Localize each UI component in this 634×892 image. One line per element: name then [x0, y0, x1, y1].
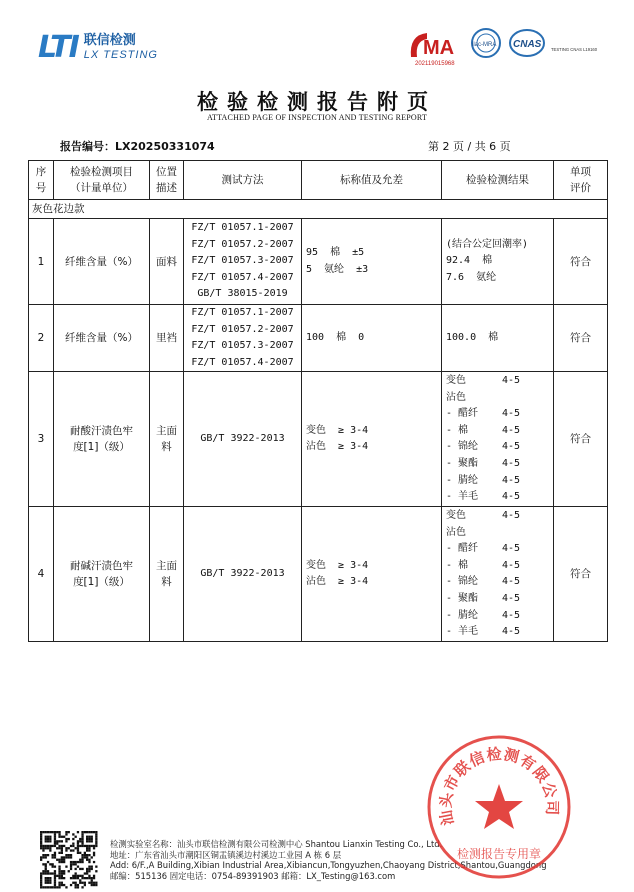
cma-logo — [405, 27, 465, 67]
header-standard: 标称值及允差 — [302, 161, 442, 200]
result-grade: 4-5 — [502, 510, 521, 521]
result-grade: 4-5 — [502, 408, 521, 420]
page-title: 检验检测报告附页 — [197, 89, 437, 114]
footer-contact: 邮编：515136 固定电话：0754-89391903 邮箱：LX_Testing@163.com — [110, 870, 396, 881]
header-item: 检验检测项目 （计量单位） — [54, 161, 150, 200]
result-line — [446, 439, 553, 456]
row-method: GB/T 3922-2013 — [184, 372, 302, 507]
row-evaluation: 符合 — [554, 305, 608, 372]
result-grade: 4-5 — [502, 592, 521, 604]
result-label: - 棉 — [446, 559, 469, 571]
row-result — [442, 507, 554, 642]
result-grade: 4-5 — [502, 474, 521, 486]
row-item: 耐酸汗渍色牢 度[1]（级） — [54, 372, 150, 507]
result-line — [446, 591, 553, 608]
footer-address-en: Add: 6/F.,A Building,Xibian Industrial Area,Xibiancun,Tongyuzhen,Chaoyang District,Shantou,Guangdong — [110, 860, 547, 871]
lx-logo-en: LX TESTING — [83, 48, 158, 61]
svg-text:TESTING CNAS L19160: TESTING CNAS L19160 — [551, 47, 598, 52]
result-line — [446, 489, 553, 506]
result-grade — [502, 525, 542, 542]
result-label: 变色 — [446, 375, 466, 386]
row-position: 面料 — [150, 219, 184, 305]
row-seq: 3 — [29, 372, 54, 507]
row-seq: 2 — [29, 305, 54, 372]
result-line — [446, 406, 553, 423]
header-evaluation: 单项 评价 — [554, 161, 608, 200]
page-info: 第 2 页 / 共 6 页 — [428, 140, 511, 153]
row-item: 纤维含量（%） — [54, 305, 150, 372]
result-grade: 4-5 — [502, 491, 521, 503]
result-grade — [502, 390, 542, 407]
section-title: 灰色花边款 — [29, 200, 608, 219]
result-grade: 4-5 — [502, 543, 521, 555]
svg-text:ilac-MRA: ilac-MRA — [472, 42, 497, 48]
results-table — [28, 160, 608, 642]
report-number: 报告编号：LX20250331074 — [60, 140, 215, 153]
result-line — [446, 574, 553, 591]
svg-text:检测报告专用章: 检测报告专用章 — [456, 847, 542, 861]
result-label: 沾色 — [446, 526, 466, 538]
lx-logo-mark: LTI — [38, 30, 78, 65]
row-item: 耐碱汗渍色牢 度[1]（级） — [54, 507, 150, 642]
footer-address-cn: 地址：广东省汕头市潮阳区铜盂镇溪边村溪边工业园 A 栋 6 层 — [110, 849, 342, 860]
result-line — [446, 390, 553, 407]
header-position: 位置 描述 — [150, 161, 184, 200]
row-evaluation: 符合 — [554, 507, 608, 642]
page-subtitle: ATTACHED PAGE OF INSPECTION AND TESTING REPORT — [206, 113, 428, 122]
result-line — [446, 473, 553, 490]
result-grade: 4-5 — [502, 375, 521, 386]
row-seq: 1 — [29, 219, 54, 305]
result-line — [446, 525, 553, 542]
header-method: 测试方法 — [184, 161, 302, 200]
row-seq: 4 — [29, 507, 54, 642]
row-result: 100.0 棉 — [442, 305, 554, 372]
result-grade: 4-5 — [502, 559, 521, 571]
result-label: - 腈纶 — [446, 609, 479, 621]
header-seq: 序 号 — [29, 161, 54, 200]
row-position: 主面 料 — [150, 507, 184, 642]
row-position: 里裆 — [150, 305, 184, 372]
row-method: GB/T 3922-2013 — [184, 507, 302, 642]
cnas-logo — [507, 27, 598, 63]
row-evaluation: 符合 — [554, 372, 608, 507]
result-line — [446, 373, 553, 390]
table-header-row — [29, 161, 608, 200]
qr-code-icon — [40, 831, 102, 889]
result-label: - 聚酯 — [446, 457, 479, 469]
lx-logo — [38, 30, 158, 65]
table-row — [29, 305, 608, 372]
result-line — [446, 456, 553, 473]
result-label: 沾色 — [446, 391, 466, 403]
result-grade: 4-5 — [502, 457, 521, 469]
result-line — [446, 508, 553, 525]
result-label: - 锦纶 — [446, 441, 479, 453]
result-grade: 4-5 — [502, 441, 521, 453]
row-method: FZ/T 01057.1-2007 FZ/T 01057.2-2007 FZ/T 01057.3-2007 FZ/T 01057.4-2007 GB/T 38015-2019 — [184, 219, 302, 305]
result-label: - 醋纤 — [446, 408, 479, 420]
result-label: - 棉 — [446, 424, 469, 436]
svg-text:MA: MA — [423, 37, 455, 59]
footer-lab-name: 检测实验室名称：汕头市联信检测有限公司检测中心 Shantou Lianxin Testing Co., Ltd. — [110, 839, 443, 849]
svg-text:汕头市联信检测有限公司: 汕头市联信检测有限公司 — [436, 744, 562, 827]
row-position: 主面 料 — [150, 372, 184, 507]
result-label: - 腈纶 — [446, 474, 479, 486]
svg-text:CNAS: CNAS — [513, 39, 542, 50]
result-line — [446, 541, 553, 558]
row-standard: 100 棉 0 — [302, 305, 442, 372]
svg-text:202119015968: 202119015968 — [415, 61, 455, 67]
result-label: - 羊毛 — [446, 491, 479, 503]
result-label: - 锦纶 — [446, 576, 479, 588]
result-grade: 4-5 — [502, 609, 521, 621]
official-stamp — [424, 732, 574, 882]
result-label: - 聚酯 — [446, 592, 479, 604]
row-item: 纤维含量（%） — [54, 219, 150, 305]
result-label: - 羊毛 — [446, 626, 479, 638]
row-result — [442, 372, 554, 507]
lx-logo-cn: 联信检测 — [83, 32, 136, 48]
result-line — [446, 423, 553, 440]
row-standard: 95 棉 ±5 5 氨纶 ±3 — [302, 219, 442, 305]
header-result: 检验检测结果 — [442, 161, 554, 200]
result-label: 变色 — [446, 510, 466, 521]
table-row — [29, 507, 608, 642]
result-grade: 4-5 — [502, 576, 521, 588]
row-evaluation: 符合 — [554, 219, 608, 305]
row-result: (结合公定回潮率) 92.4 棉 7.6 氨纶 — [442, 219, 554, 305]
ilac-logo — [469, 27, 503, 63]
result-grade: 4-5 — [502, 424, 521, 436]
row-standard: 变色 ≥ 3-4 沾色 ≥ 3-4 — [302, 507, 442, 642]
row-standard: 变色 ≥ 3-4 沾色 ≥ 3-4 — [302, 372, 442, 507]
section-row — [29, 200, 608, 219]
result-line — [446, 558, 553, 575]
result-line — [446, 624, 553, 641]
table-row — [29, 372, 608, 507]
table-row — [29, 219, 608, 305]
result-line — [446, 608, 553, 625]
row-method: FZ/T 01057.1-2007 FZ/T 01057.2-2007 FZ/T 01057.3-2007 FZ/T 01057.4-2007 — [184, 305, 302, 372]
result-grade: 4-5 — [502, 626, 521, 638]
result-label: - 醋纤 — [446, 543, 479, 555]
